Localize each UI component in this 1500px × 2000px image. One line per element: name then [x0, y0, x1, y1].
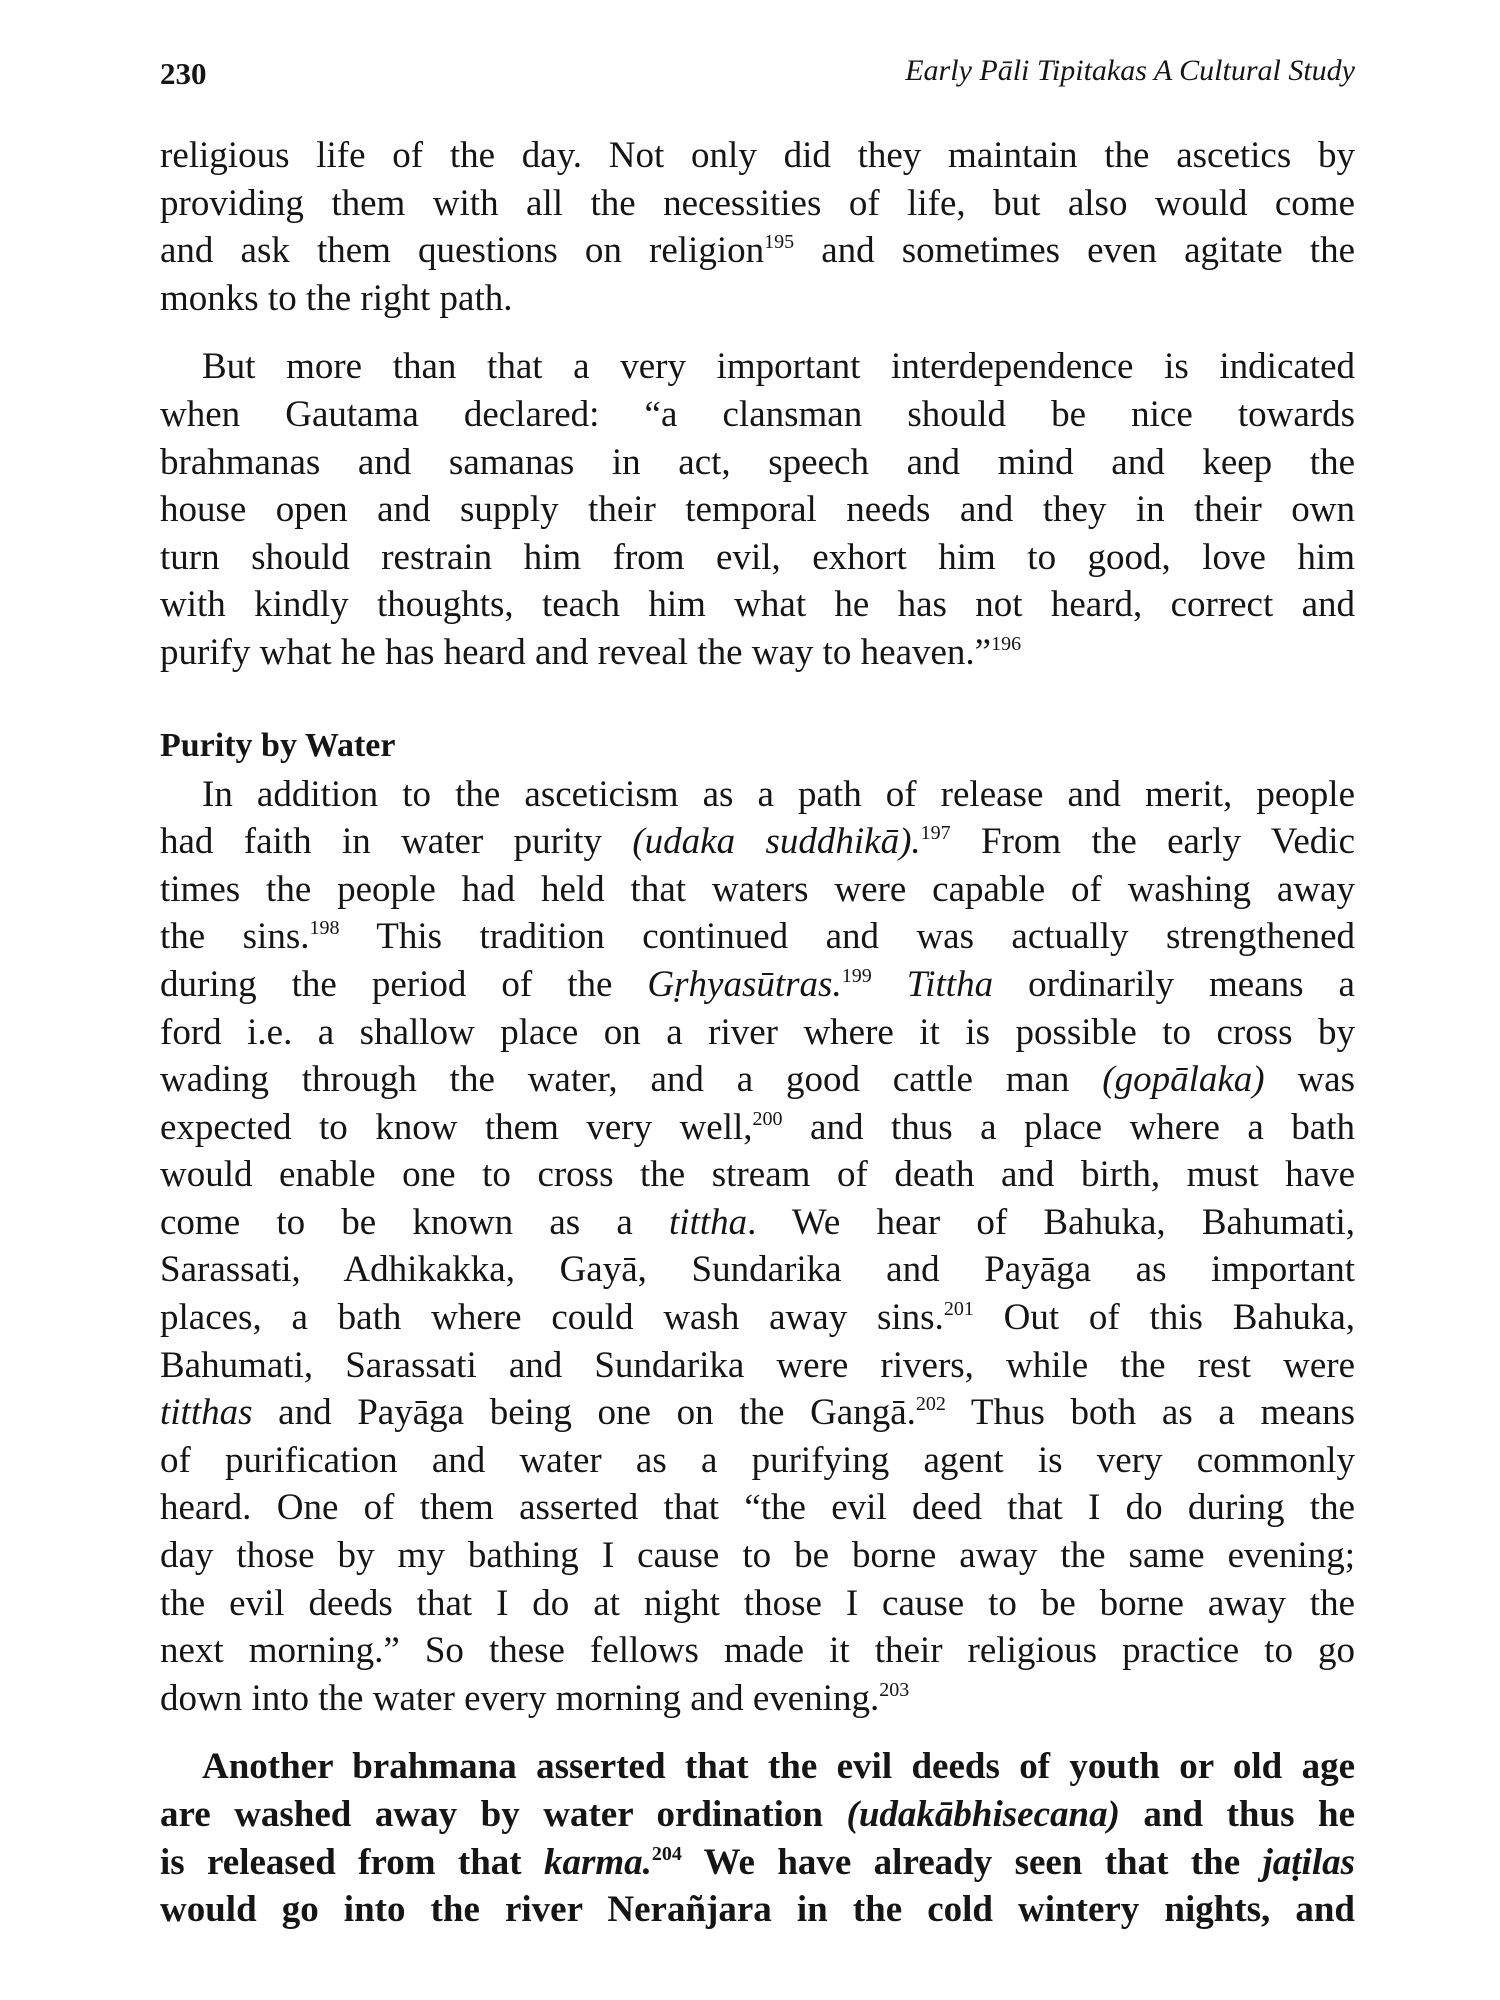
text-line: of purification and water as a purifying agent is very commonly — [160, 1439, 1355, 1481]
page-number: 230 — [160, 56, 207, 91]
text-line: had faith in water purity (udaka suddhikā).$^{197}$ From the early Vedic — [160, 821, 1355, 863]
footnote-ref: 200 — [752, 1107, 783, 1130]
text-line: monks to the right path. — [160, 277, 513, 319]
text-line: turn should restrain him from evil, exhort him to good, love him — [160, 536, 1355, 578]
text-line: day those by my bathing I cause to be borne away the same evening; — [160, 1535, 1355, 1577]
text-line: wading through the water, and a good cattle man (gopālaka) was — [160, 1059, 1355, 1101]
footnote-ref: 199 — [841, 964, 872, 987]
text-line: But more than that a very important interdependence is indicated — [202, 346, 1355, 388]
paragraph-1 — [160, 132, 1355, 322]
text-line: are washed away by water ordination (udakābhisecana) and thus he — [160, 1794, 1355, 1835]
text-line: the sins.$^{198}$ This tradition continued and was actually strengthened — [160, 916, 1355, 958]
text-line: titthas and Payāga being one on the Gangā.$^{202}$ Thus both as a means — [160, 1392, 1355, 1434]
footnote-ref: 195 — [764, 231, 795, 254]
text-line: down into the water every morning and evening.$^{203}$ — [160, 1677, 910, 1719]
footnote-ref: 202 — [915, 1393, 946, 1416]
text-line: and ask them questions on religion$^{195}$ and sometimes even agitate the — [160, 230, 1355, 272]
paragraph-3 — [160, 771, 1355, 1723]
page-header — [160, 48, 1355, 98]
text-line: the evil deeds that I do at night those I cause to be borne away the — [160, 1582, 1355, 1624]
text-line: come to be known as a tittha. We hear of Bahuka, Bahumati, — [160, 1201, 1355, 1243]
text-line: Bahumati, Sarassati and Sundarika were rivers, while the rest were — [160, 1344, 1355, 1386]
section-heading: Purity by Water — [160, 726, 396, 764]
text-line: Sarassati, Adhikakka, Gayā, Sundarika and Payāga as important — [160, 1249, 1355, 1291]
text-line: house open and supply their temporal needs and they in their own — [160, 489, 1355, 531]
text-line: providing them with all the necessities of life, but also would come — [160, 182, 1355, 224]
text-line: purify what he has heard and reveal the way to heaven.”$^{196}$ — [160, 631, 1022, 673]
text-line: when Gautama declared: “a clansman should be nice towards — [160, 393, 1355, 435]
page-body — [160, 132, 1355, 1955]
footnote-ref: 204 — [651, 1842, 682, 1865]
footnote-ref: 197 — [920, 822, 951, 845]
text-line: brahmanas and samanas in act, speech and mind and keep the — [160, 441, 1355, 483]
text-line: Another brahmana asserted that the evil deeds of youth or old age — [202, 1746, 1355, 1788]
text-line: places, a bath where could wash away sins.$^{201}$ Out of this Bahuka, — [160, 1297, 1355, 1339]
text-line: heard. One of them asserted that “the evil deed that I do during the — [160, 1487, 1355, 1529]
text-line: with kindly thoughts, teach him what he has not heard, correct and — [160, 584, 1355, 626]
running-title: Early Pāli Tipitakas A Cultural Study — [905, 54, 1355, 87]
footnote-ref: 196 — [991, 632, 1022, 655]
text-line: would enable one to cross the stream of death and birth, must have — [160, 1154, 1355, 1196]
text-line: expected to know them very well,$^{200}$ and thus a place where a bath — [160, 1106, 1355, 1148]
text-line: is released from that karma.$^{204}$ We have already seen that the jaṭilas — [160, 1841, 1356, 1883]
footnote-ref: 201 — [943, 1298, 974, 1321]
paragraph-4 — [160, 1743, 1355, 1933]
text-line: would go into the river Nerañjara in the cold wintery nights, and — [160, 1889, 1355, 1931]
text-line: In addition to the asceticism as a path of release and merit, people — [202, 773, 1355, 815]
text-line: next morning.” So these fellows made it their religious practice to go — [160, 1630, 1355, 1672]
paragraph-2 — [160, 343, 1355, 676]
footnote-ref: 198 — [309, 917, 340, 940]
text-line: ford i.e. a shallow place on a river where it is possible to cross by — [160, 1011, 1355, 1053]
text-line: times the people had held that waters were capable of washing away — [160, 868, 1355, 910]
text-line: during the period of the Gṛhyasūtras.$^{199}$ Tittha ordinarily means a — [160, 963, 1355, 1005]
text-line: religious life of the day. Not only did they maintain the ascetics by — [160, 135, 1355, 176]
footnote-ref: 203 — [879, 1678, 910, 1701]
